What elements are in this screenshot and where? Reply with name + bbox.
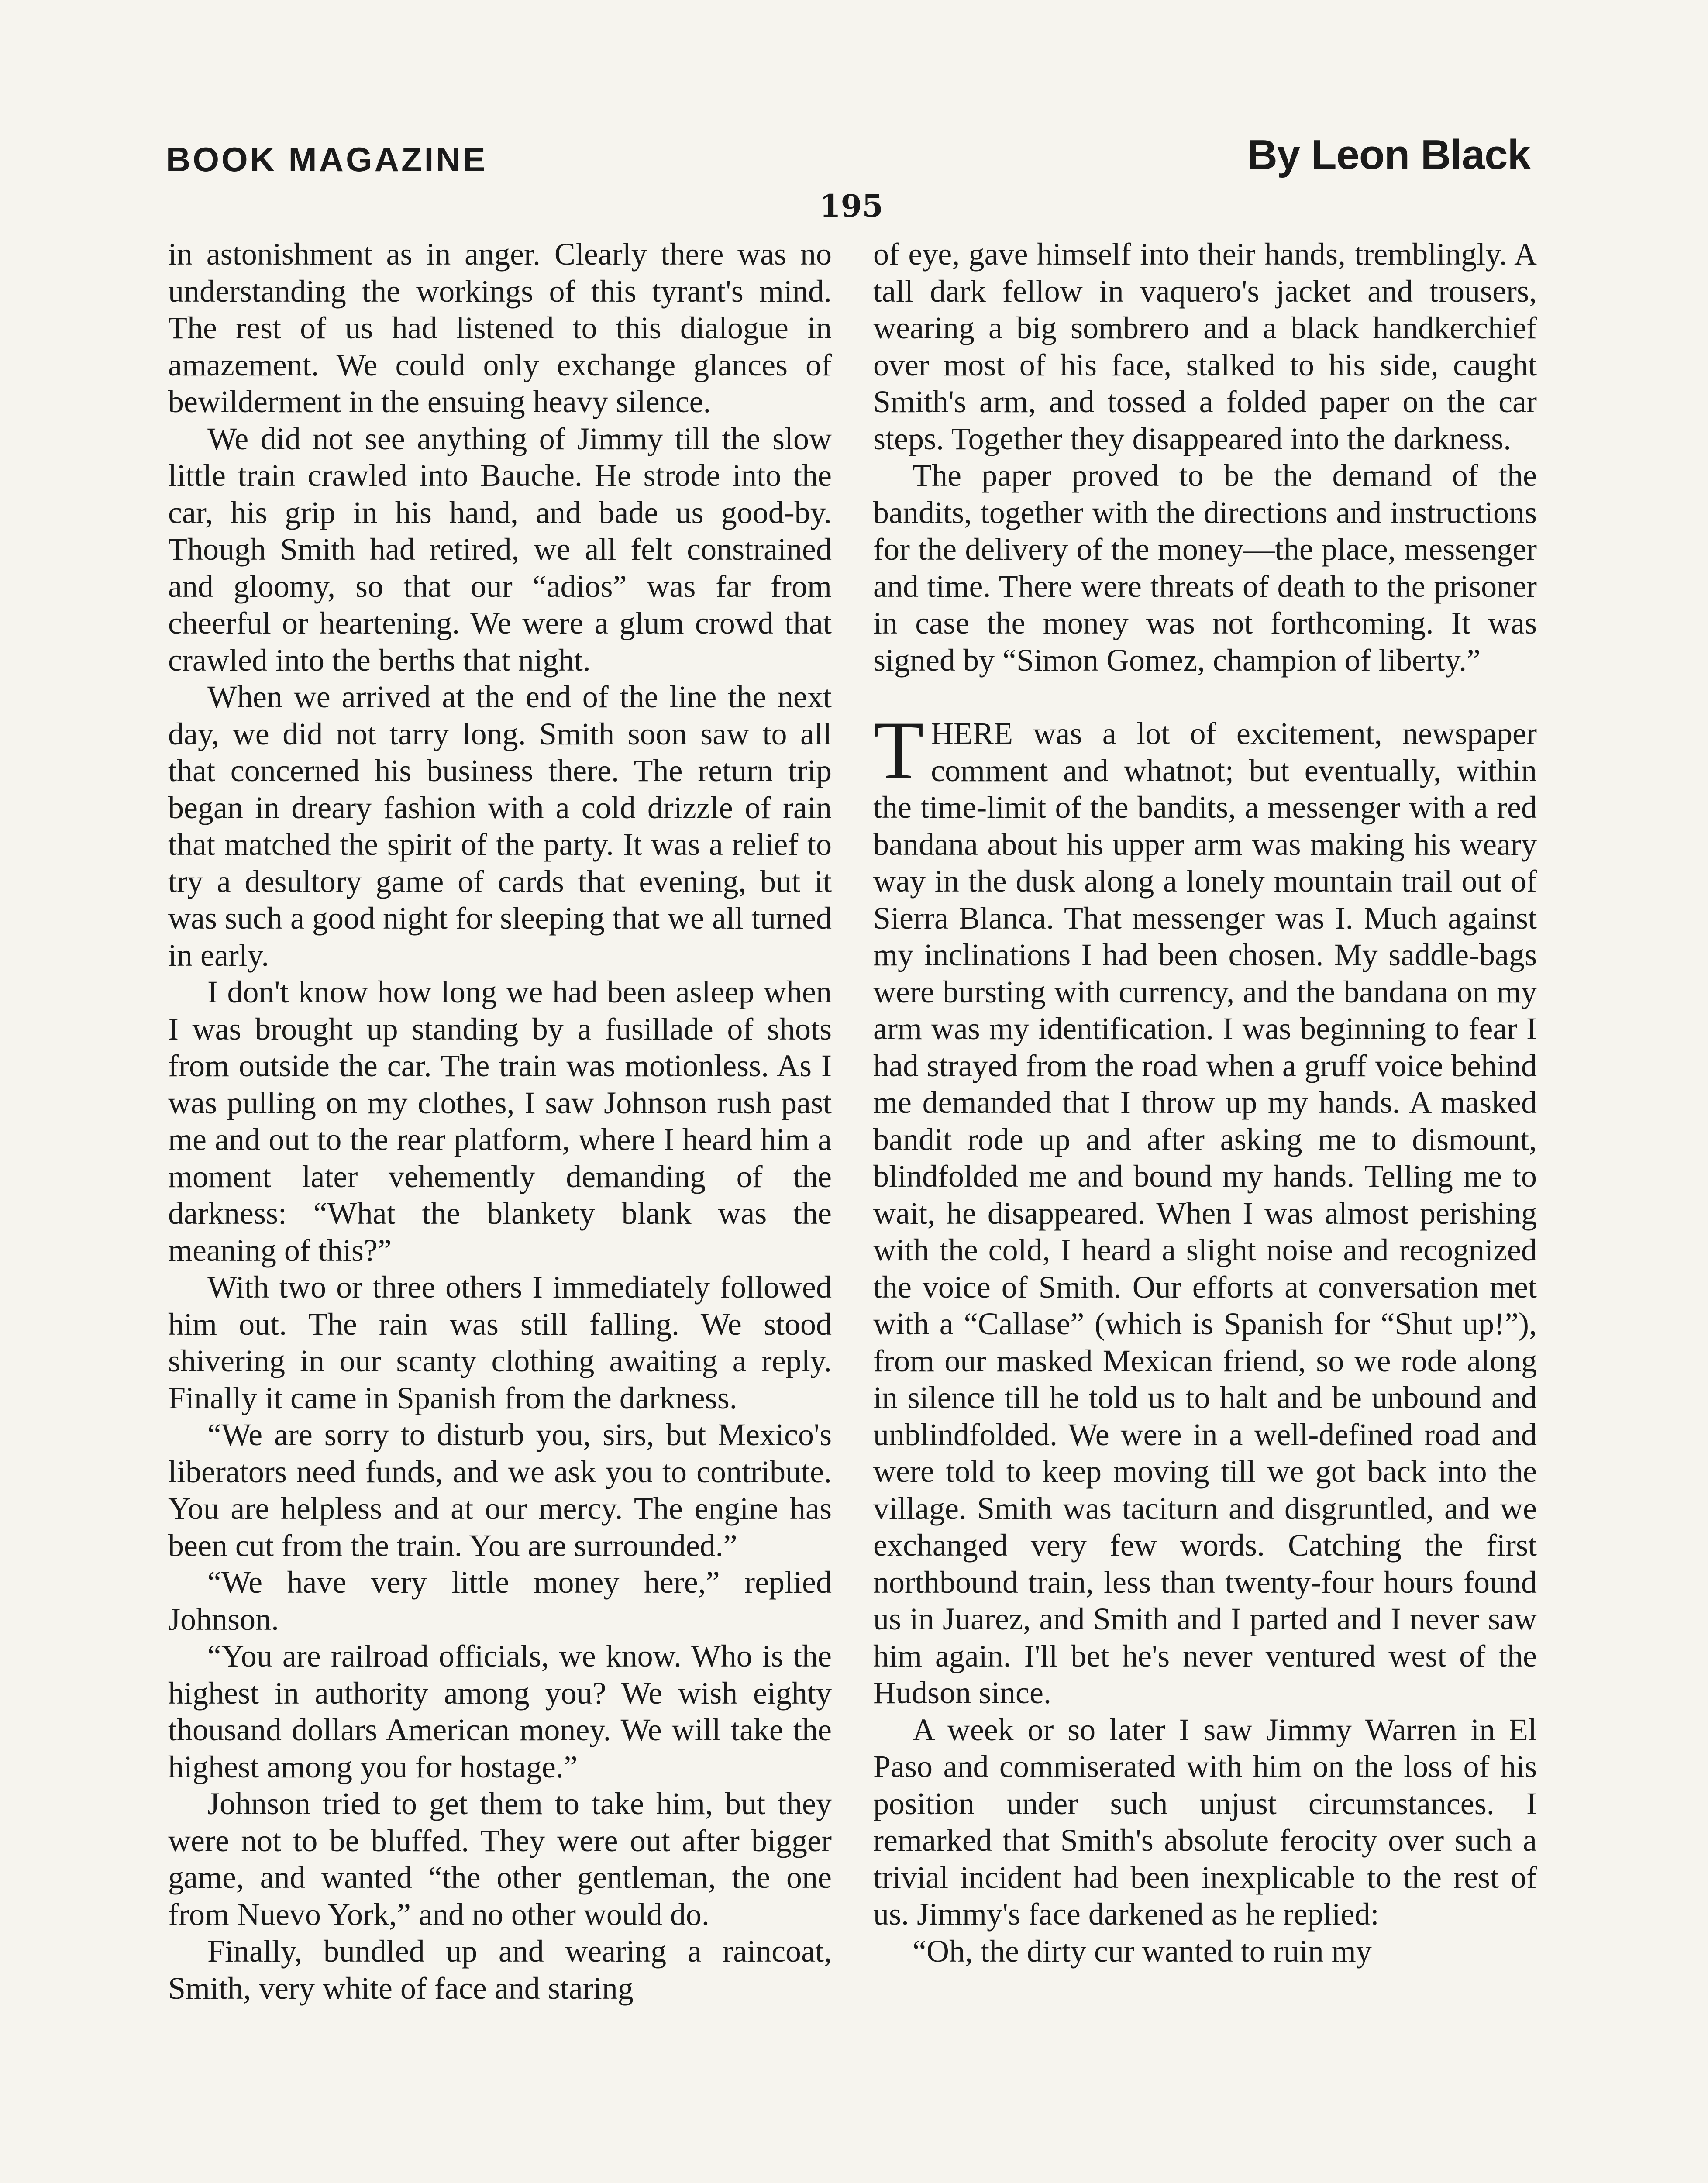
paragraph: “We are sorry to disturb you, sirs, but Mexico's liberators need funds, and we ask you to contribute. You are helpless and at our mercy. The engine has been cut from the train. You are surrounded.” bbox=[168, 1417, 832, 1563]
section-opening-paragraph bbox=[873, 705, 1537, 1711]
paragraph: “You are railroad officials, we know. Who is the highest in authority among you? We wish eighty thousand dollars American money. We will take the highest among you for hostage.” bbox=[168, 1639, 832, 1784]
running-head bbox=[166, 131, 1530, 196]
paragraph: We did not see anything of Jimmy till the slow little train crawled into Bauche. He strode into the car, his grip in his hand, and bade us good-by. Though Smith had retired, we all felt constrained and gloomy, so that our “adios” was far from cheerful or heartening. We were a glum crowd that crawled into the berths that night. bbox=[168, 421, 832, 678]
page-number: 195 bbox=[819, 188, 884, 224]
author-byline: By Leon Black bbox=[1247, 131, 1530, 178]
left-column bbox=[168, 236, 832, 2007]
paragraph: With two or three others I immediately followed him out. The rain was still falling. We stood shivering in our scanty clothing awaiting a reply. Finally it came in Spanish from the darkness. bbox=[168, 1270, 832, 1415]
right-column bbox=[873, 236, 1537, 1970]
drop-cap: T bbox=[873, 705, 924, 796]
paragraph: I don't know how long we had been asleep when I was brought up standing by a fusillade of shots from outside the car. The train was motionless. As I was pulling on my clothes, I saw Johnson rush past me and out to the rear platform, where I heard him a moment later vehemently demanding of the darkness: “What the blankety blank was the meaning of this?” bbox=[168, 974, 832, 1268]
paragraph: A week or so later I saw Jimmy Warren in El Paso and commiserated with him on the loss of his position under such unjust circumstances. I remarked that Smith's absolute ferocity over such a trivial incident had been inexplicable to the rest of us. Jimmy's face darkened as he replied: bbox=[873, 1712, 1537, 1932]
paragraph: “Oh, the dirty cur wanted to ruin my bbox=[913, 1933, 1372, 1969]
masthead: BOOK MAGAZINE bbox=[166, 140, 488, 179]
paragraph: Finally, bundled up and wearing a raincoat, Smith, very white of face and staring bbox=[168, 1934, 832, 2006]
paragraph: The paper proved to be the demand of the bandits, together with the directions and instructions for the delivery of the money—the place, messenger and time. There were threats of death to the prisoner in case the money was not forthcoming. It was signed by “Simon Gomez, champion of liberty.” bbox=[873, 458, 1537, 678]
section-opening-text: HERE was a lot of excitement, newspaper comment and whatnot; but eventually, within the time-limit of the bandits, a messenger with a red bandana about his upper arm was making his weary way in the dusk along a lonely mountain trail out of Sierra Blanca. That messenger was I. Much against my inclinations I had been chosen. My saddle-bags were bursting with currency, and the bandana on my arm was my identification. I was beginning to fear I had strayed from the road when a gruff voice behind me demanded that I throw up my hands. A masked bandit rode up and after asking me to dismount, blindfolded me and bound my hands. Telling me to wait, he disappeared. When I was almost perishing with the cold, I heard a slight noise and recognized the voice of Smith. Our efforts at conversation met with a “Callase” (which is Spanish for “Shut up!”), from our masked Mexican friend, so we rode along in silence till he told us to halt and be unbound and unblindfolded. We were in a well-defined road and were told to keep moving till we got back into the village. Smith was taciturn and disgruntled, and we exchanged very few words. Catching the first northbound train, less than twenty-four hours found us in Juarez, and Smith and I parted and I never saw him again. I'll bet he's never ventured west of the Hudson since. bbox=[873, 716, 1537, 1710]
paragraph: of eye, gave himself into their hands, tremblingly. A tall dark fellow in vaquero's jacket and trousers, wearing a big sombrero and a black handkerchief over most of his face, stalked to his side, caught Smith's arm, and tossed a folded paper on the car steps. Together they disappeared into the darkness. bbox=[873, 237, 1537, 456]
paragraph: When we arrived at the end of the line the next day, we did not tarry long. Smith soon saw to all that concerned his business there. The return trip began in dreary fashion with a cold drizzle of rain that matched the spirit of the party. It was a relief to try a desultory game of cards that evening, but it was such a good night for sleeping that we all turned in early. bbox=[168, 679, 832, 973]
paragraph: in astonishment as in anger. Clearly there was no understanding the workings of this tyrant's mind. The rest of us had listened to this dialogue in amazement. We could only exchange glances of bewilderment in the ensuing heavy silence. bbox=[168, 237, 832, 419]
paragraph: “We have very little money here,” replied Johnson. bbox=[168, 1565, 832, 1637]
paragraph: Johnson tried to get them to take him, but they were not to be bluffed. They were out after bigger game, and wanted “the other gentleman, the one from Nuevo York,” and no other would do. bbox=[168, 1786, 832, 1932]
